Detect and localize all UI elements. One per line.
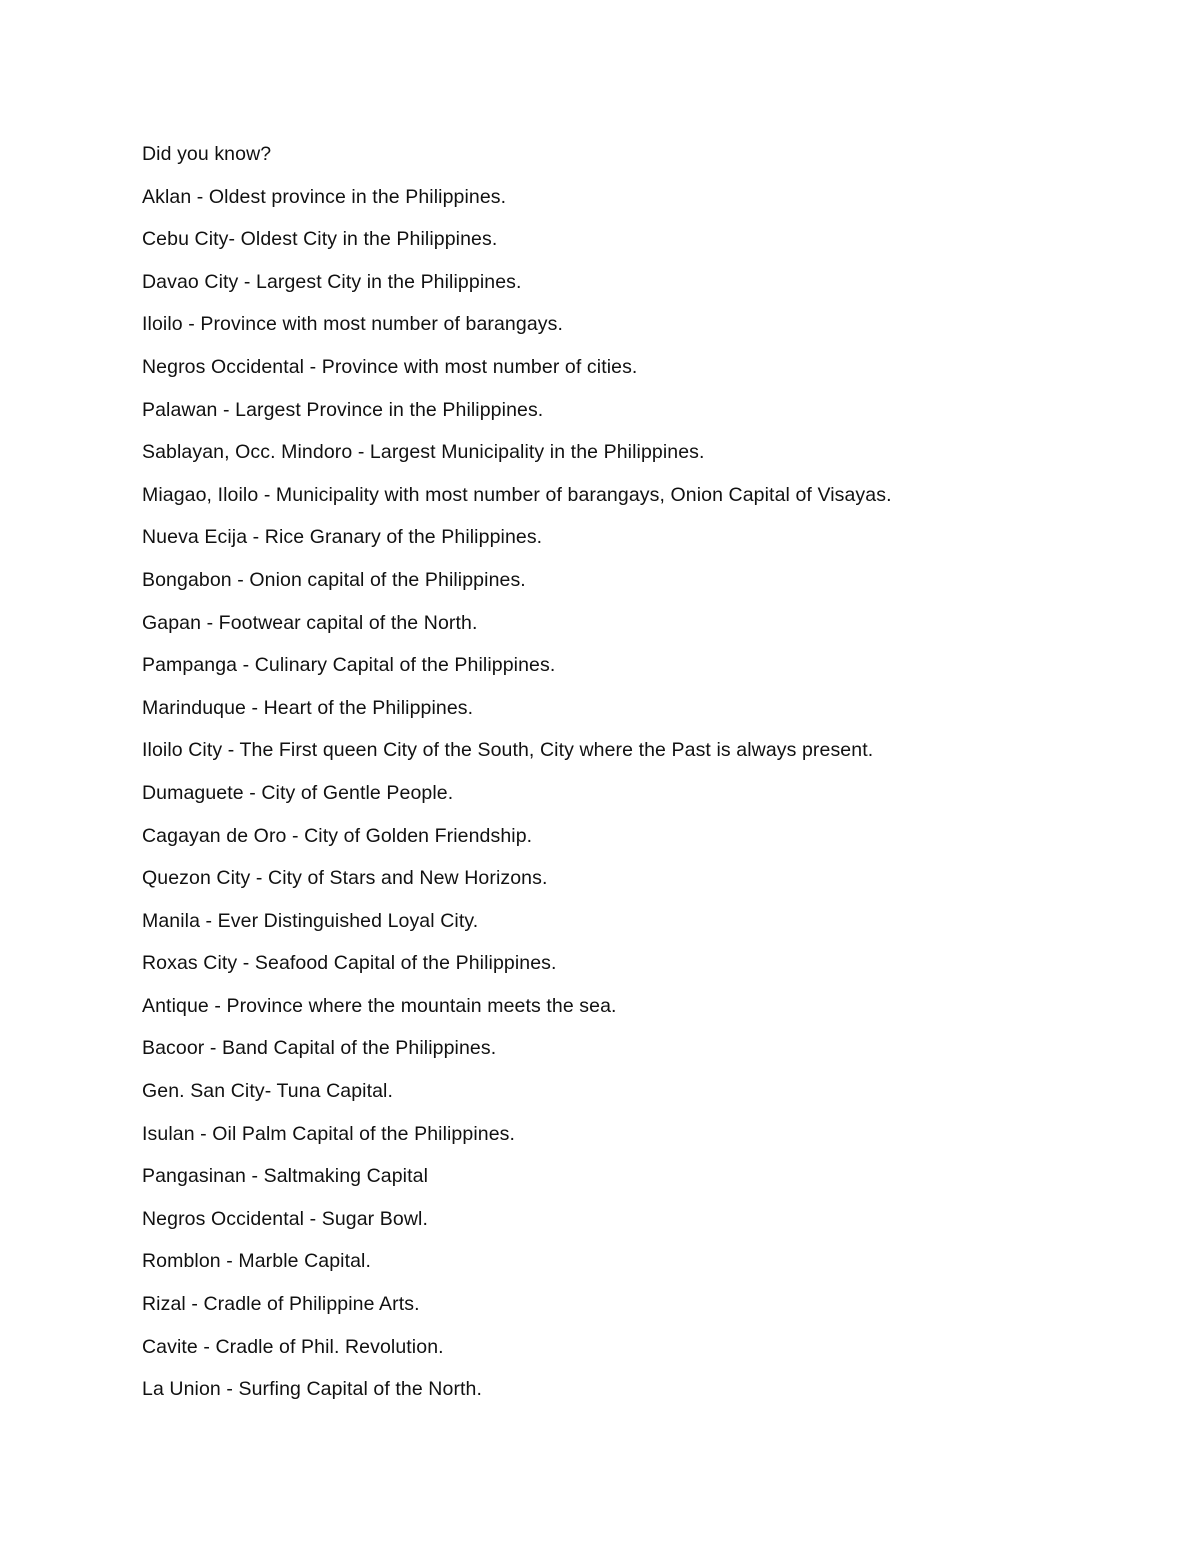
- fact-item: Gen. San City- Tuna Capital.: [142, 1080, 394, 1103]
- fact-item: Gapan - Footwear capital of the North.: [142, 611, 478, 634]
- fact-item: Marinduque - Heart of the Philippines.: [142, 696, 474, 719]
- document-body: [142, 138, 1142, 1416]
- fact-item: Bongabon - Onion capital of the Philippines.: [142, 568, 526, 591]
- fact-item: Isulan - Oil Palm Capital of the Philippines.: [142, 1122, 516, 1145]
- fact-item: Pampanga - Culinary Capital of the Philippines.: [142, 654, 556, 677]
- fact-item: Miagao, Iloilo - Municipality with most number of barangays, Onion Capital of Visayas.: [142, 483, 892, 506]
- fact-item: La Union - Surfing Capital of the North.: [142, 1378, 483, 1401]
- fact-item: Nueva Ecija - Rice Granary of the Philippines.: [142, 526, 543, 549]
- fact-item: Bacoor - Band Capital of the Philippines.: [142, 1037, 497, 1060]
- fact-item: Iloilo City - The First queen City of the South, City where the Past is always present.: [142, 739, 874, 762]
- fact-item: Dumaguete - City of Gentle People.: [142, 781, 454, 804]
- fact-item: Negros Occidental - Province with most number of cities.: [142, 355, 638, 378]
- fact-item: Quezon City - City of Stars and New Horizons.: [142, 867, 548, 890]
- fact-item: Romblon - Marble Capital.: [142, 1250, 372, 1273]
- fact-item: Cebu City- Oldest City in the Philippines.: [142, 228, 498, 251]
- fact-item: Rizal - Cradle of Philippine Arts.: [142, 1293, 420, 1316]
- fact-item: Manila - Ever Distinguished Loyal City.: [142, 909, 479, 932]
- fact-item: Iloilo - Province with most number of barangays.: [142, 313, 563, 336]
- fact-item: Negros Occidental - Sugar Bowl.: [142, 1207, 428, 1230]
- fact-item: Roxas City - Seafood Capital of the Philippines.: [142, 952, 557, 975]
- page-heading: Did you know?: [142, 143, 272, 165]
- fact-item: Cavite - Cradle of Phil. Revolution.: [142, 1335, 444, 1358]
- fact-item: Pangasinan - Saltmaking Capital: [142, 1165, 429, 1188]
- fact-item: Davao City - Largest City in the Philippines.: [142, 270, 522, 293]
- fact-item: Cagayan de Oro - City of Golden Friendship.: [142, 824, 533, 847]
- fact-item: Sablayan, Occ. Mindoro - Largest Municipality in the Philippines.: [142, 441, 705, 464]
- fact-item: Antique - Province where the mountain meets the sea.: [142, 994, 617, 1017]
- fact-item: Aklan - Oldest province in the Philippines.: [142, 185, 507, 208]
- fact-item: Palawan - Largest Province in the Philippines.: [142, 398, 544, 421]
- facts-list: [142, 181, 1142, 1416]
